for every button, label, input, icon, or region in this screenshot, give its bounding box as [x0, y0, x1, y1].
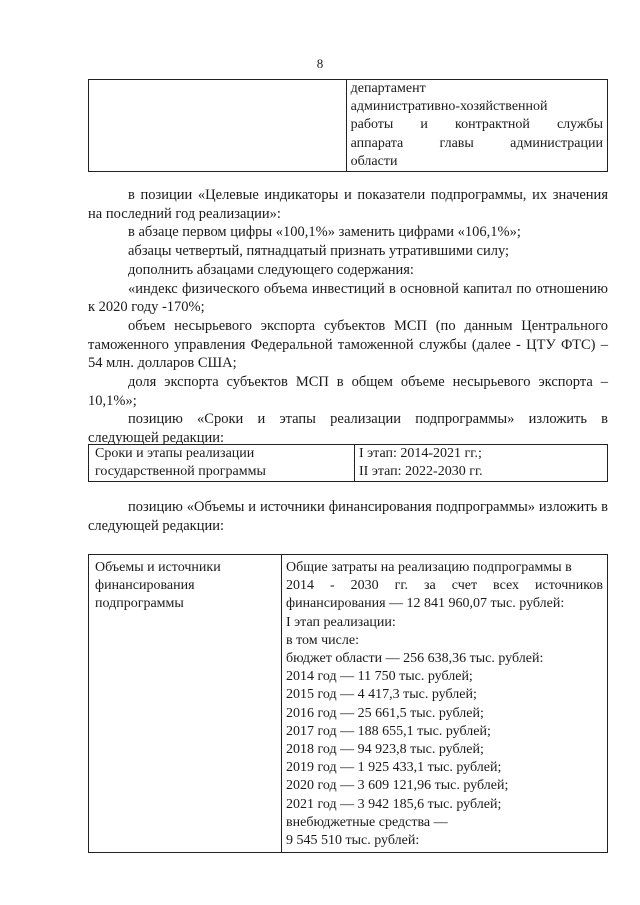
paragraph: объем несырьевого экспорта субъектов МСП (по данным Центрального таможенного управления Федеральной таможенной службы (далее - ЦТУ ФТС) – 54 млн. долларов США; [88, 317, 608, 372]
responsible-line: административно-хозяйственной [350, 99, 548, 115]
funding-line: 2021 год — 3 942 185,6 тыс. рублей; [286, 796, 502, 812]
funding-line: 2019 год — 1 925 433,1 тыс. рублей; [286, 760, 502, 776]
funding-line: Общие затраты на реализацию подпрограммы в [286, 560, 572, 575]
paragraph: дополнить абзацами следующего содержания: [128, 261, 414, 278]
funding-table [88, 554, 608, 853]
paragraph: «индекс физического объема инвестиций в основной капитал по отношению к 2020 году -170%; [88, 280, 608, 316]
funding-label-line: подпрограммы [95, 596, 184, 612]
funding-label-line: Объемы и источники [95, 560, 221, 575]
funding-line: финансирования — 12 841 960,07 тыс. рублей: [286, 596, 565, 612]
paragraph: доля экспорта субъектов МСП в общем объеме несырьевого экспорта – 10,1%»; [88, 374, 608, 409]
paragraph: в позиции «Целевые индикаторы и показатели подпрограммы, их значения на последний год реализации»: [88, 187, 608, 222]
paragraph: позицию «Сроки и этапы реализации подпрограммы» изложить в следующей редакции: [88, 411, 608, 447]
funding-label-cell [89, 555, 282, 853]
funding-line: бюджет области — 256 638,36 тыс. рублей: [286, 651, 544, 667]
stages-value-line: II этап: 2022-2030 гг. [359, 464, 483, 480]
funding-line: внебюджетные средства — [286, 814, 448, 830]
responsible-table-empty-cell [89, 80, 347, 172]
responsible-line: работы и контрактной службы [350, 117, 603, 133]
stages-label-line: Сроки и этапы реализации [95, 446, 255, 461]
funding-line: 2015 год — 4 417,3 тыс. рублей; [286, 687, 477, 703]
funding-line: 2016 год — 25 661,5 тыс. рублей; [286, 705, 484, 721]
paragraph: абзацы четвертый, пятнадцатый признать утратившими силу; [128, 243, 510, 260]
funding-line: 2017 год — 188 655,1 тыс. рублей; [286, 723, 491, 739]
funding-line: 2020 год — 3 609 121,96 тыс. рублей; [286, 778, 509, 794]
stages-label-line: государственной программы [95, 464, 266, 480]
responsible-line: области [350, 153, 398, 169]
paragraph: в абзаце первом цифры «100,1%» заменить цифрами «106,1%»; [128, 224, 521, 241]
page-number: 8 [316, 56, 324, 71]
funding-line: 2014 - 2030 гг. за счет всех источников [286, 578, 603, 594]
responsible-line: департамент [350, 81, 426, 96]
responsible-line: аппарата главы администрации [350, 135, 603, 151]
funding-line: 2014 год — 11 750 тыс. рублей; [286, 669, 473, 685]
stages-value-cell [355, 445, 608, 482]
body-text [88, 498, 608, 535]
responsible-table [88, 79, 608, 172]
funding-line: 9 545 510 тыс. рублей: [286, 833, 420, 849]
funding-line: в том числе: [286, 632, 359, 648]
funding-line: I этап реализации: [286, 614, 396, 630]
body-text [88, 186, 608, 448]
stages-label-cell [89, 445, 355, 482]
funding-label-line: финансирования [95, 578, 195, 594]
funding-line: 2018 год — 94 923,8 тыс. рублей; [286, 742, 484, 758]
funding-value-cell [282, 555, 608, 853]
paragraph: позицию «Объемы и источники финансирования подпрограммы» изложить в следующей редакции: [88, 499, 608, 534]
responsible-table-value-cell [346, 80, 607, 172]
stages-value-line: I этап: 2014-2021 гг.; [359, 446, 482, 461]
stages-table [88, 444, 608, 482]
